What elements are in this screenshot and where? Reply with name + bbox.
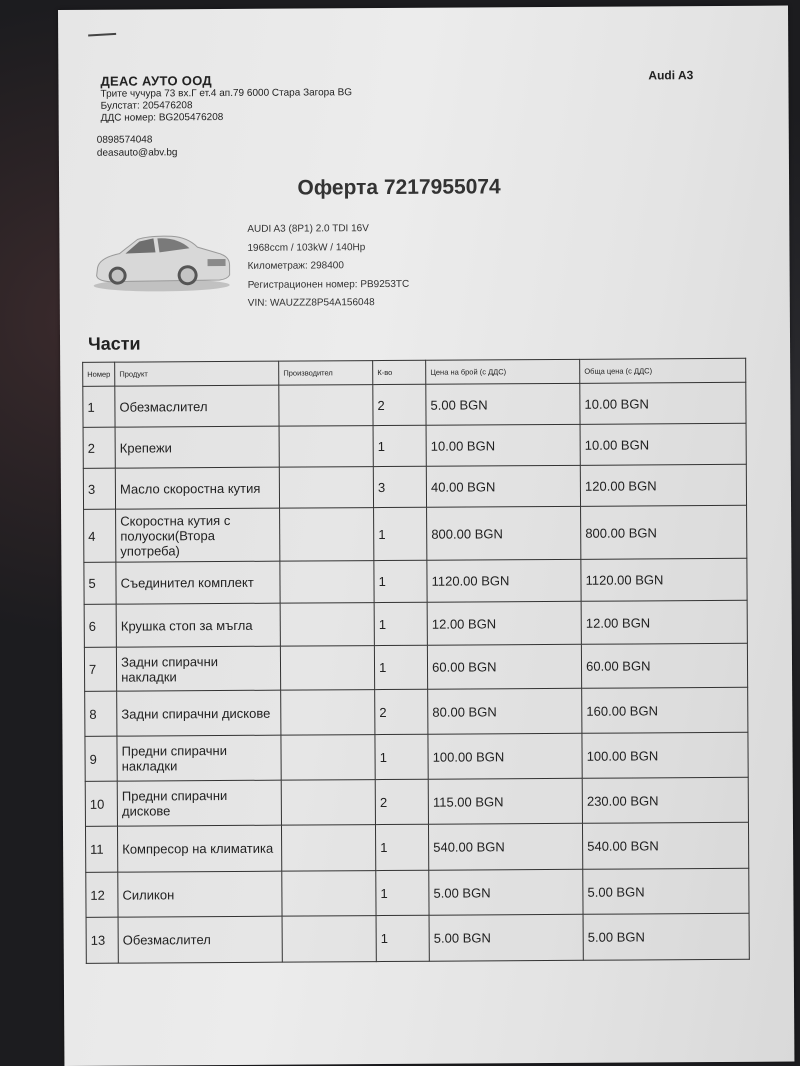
row-num: 12 bbox=[86, 872, 118, 917]
row-qty: 1 bbox=[374, 645, 427, 689]
row-product: Съединител комплект bbox=[116, 561, 280, 604]
row-product: Предни спирачни дискове bbox=[117, 780, 281, 826]
vehicle-model: AUDI A3 (8P1) 2.0 TDI 16V bbox=[247, 223, 369, 235]
table-row bbox=[83, 464, 746, 509]
row-num: 6 bbox=[84, 604, 116, 647]
header-qty: К-во bbox=[373, 360, 426, 384]
vehicle-mileage: Километраж: 298400 bbox=[247, 260, 344, 272]
pen-mark bbox=[88, 33, 116, 37]
header-unit-price: Цена на брой (с ДДС) bbox=[426, 359, 580, 384]
row-total-price: 10.00 BGN bbox=[580, 423, 746, 465]
row-manufacturer bbox=[279, 467, 373, 509]
row-unit-price: 80.00 BGN bbox=[428, 688, 582, 734]
company-vat: ДДС номер: BG205476208 bbox=[100, 111, 224, 124]
model-tag: Audi A3 bbox=[648, 68, 694, 83]
table-row bbox=[84, 505, 747, 562]
row-num: 10 bbox=[85, 781, 117, 826]
row-num: 5 bbox=[84, 562, 116, 604]
row-manufacturer bbox=[280, 603, 374, 647]
row-num: 7 bbox=[84, 647, 116, 691]
row-total-price: 540.00 BGN bbox=[583, 822, 749, 869]
row-manufacturer bbox=[281, 735, 375, 781]
row-unit-price: 60.00 BGN bbox=[427, 644, 581, 689]
table-row bbox=[85, 732, 748, 781]
row-manufacturer bbox=[282, 825, 376, 872]
parts-section-title: Части bbox=[87, 333, 141, 354]
row-qty: 1 bbox=[376, 870, 429, 915]
header-manufacturer: Производител bbox=[279, 361, 373, 386]
row-product: Крушка стоп за мъгла bbox=[116, 603, 280, 647]
vehicle-engine: 1968ccm / 103kW / 140Hp bbox=[247, 241, 366, 254]
row-qty: 1 bbox=[374, 560, 427, 602]
parts-table bbox=[82, 358, 750, 964]
company-info bbox=[100, 72, 352, 125]
row-unit-price: 12.00 BGN bbox=[427, 601, 581, 645]
row-product: Компресор на климатика bbox=[118, 825, 282, 872]
table-row bbox=[85, 822, 748, 872]
row-total-price: 120.00 BGN bbox=[580, 464, 746, 506]
row-qty: 1 bbox=[375, 734, 428, 779]
row-unit-price: 115.00 BGN bbox=[428, 778, 582, 824]
row-product: Масло скоростна кутия bbox=[115, 467, 279, 509]
row-qty: 2 bbox=[373, 384, 426, 425]
row-product: Предни спирачни накладки bbox=[117, 735, 281, 781]
row-num: 1 bbox=[83, 386, 115, 427]
row-manufacturer bbox=[282, 871, 376, 917]
row-product: Задни спирачни накладки bbox=[116, 646, 280, 691]
car-photo bbox=[89, 227, 234, 294]
row-total-price: 160.00 BGN bbox=[582, 687, 748, 733]
table-row bbox=[83, 423, 746, 468]
table-row bbox=[84, 558, 747, 604]
row-unit-price: 1120.00 BGN bbox=[427, 559, 581, 602]
row-qty: 2 bbox=[375, 689, 428, 734]
row-total-price: 800.00 BGN bbox=[581, 505, 747, 559]
company-address: Трите чучура 73 вх.Г ет.4 ап.79 6000 Стара Загора BG bbox=[100, 87, 353, 100]
row-num: 3 bbox=[83, 468, 115, 509]
table-row bbox=[85, 777, 748, 826]
row-product: Обезмаслител bbox=[118, 916, 282, 963]
row-unit-price: 540.00 BGN bbox=[429, 823, 583, 870]
row-total-price: 5.00 BGN bbox=[583, 868, 749, 914]
row-product: Обезмаслител bbox=[115, 385, 279, 427]
offer-document bbox=[58, 6, 794, 1066]
row-total-price: 10.00 BGN bbox=[580, 382, 746, 424]
row-total-price: 1120.00 BGN bbox=[581, 558, 747, 601]
row-unit-price: 5.00 BGN bbox=[429, 869, 583, 915]
row-unit-price: 40.00 BGN bbox=[426, 465, 580, 507]
row-qty: 1 bbox=[376, 824, 429, 870]
row-qty: 1 bbox=[373, 425, 426, 466]
header-num: Номер bbox=[83, 362, 115, 386]
row-qty: 1 bbox=[376, 915, 429, 961]
company-contact bbox=[97, 133, 178, 159]
company-phone: 0898574048 bbox=[96, 134, 153, 146]
row-qty: 1 bbox=[374, 602, 427, 645]
row-manufacturer bbox=[280, 561, 374, 604]
row-num: 8 bbox=[85, 691, 117, 736]
vehicle-registration: Регистрационен номер: PB9253TC bbox=[247, 278, 410, 291]
row-qty: 1 bbox=[374, 507, 427, 560]
company-name: ДЕАС АУТО ООД bbox=[100, 73, 213, 89]
row-manufacturer bbox=[281, 780, 375, 826]
header-total-price: Обща цена (с ДДС) bbox=[580, 358, 746, 383]
row-manufacturer bbox=[281, 690, 375, 736]
table-row bbox=[83, 382, 746, 427]
row-manufacturer bbox=[282, 916, 376, 963]
table-row bbox=[84, 643, 747, 691]
company-email: deasauto@abv.bg bbox=[96, 147, 178, 159]
table-row bbox=[86, 868, 749, 917]
row-product: Задни спирачни дискове bbox=[117, 690, 281, 736]
row-unit-price: 5.00 BGN bbox=[426, 383, 580, 425]
row-total-price: 60.00 BGN bbox=[581, 643, 747, 688]
row-unit-price: 10.00 BGN bbox=[426, 424, 580, 466]
vehicle-vin: VIN: WAUZZZ8P54A156048 bbox=[247, 297, 375, 309]
row-total-price: 12.00 BGN bbox=[581, 600, 747, 644]
row-num: 4 bbox=[84, 509, 116, 562]
header-product: Продукт bbox=[115, 361, 279, 386]
row-product: Силикон bbox=[118, 871, 282, 917]
row-manufacturer bbox=[279, 385, 373, 427]
row-num: 2 bbox=[83, 427, 115, 468]
row-unit-price: 100.00 BGN bbox=[428, 733, 582, 779]
table-row bbox=[84, 600, 747, 647]
row-num: 13 bbox=[86, 917, 118, 963]
table-row bbox=[86, 913, 749, 963]
row-manufacturer bbox=[280, 646, 374, 691]
row-product: Скоростна кутия с полуоски(Втора употреба) bbox=[116, 508, 280, 562]
row-total-price: 230.00 BGN bbox=[582, 777, 748, 823]
row-num: 9 bbox=[85, 736, 117, 781]
row-unit-price: 5.00 BGN bbox=[429, 914, 583, 961]
table-row bbox=[85, 687, 748, 736]
row-manufacturer bbox=[279, 426, 373, 468]
row-total-price: 100.00 BGN bbox=[582, 732, 748, 778]
vehicle-info bbox=[247, 220, 409, 313]
row-num: 11 bbox=[85, 826, 117, 872]
row-qty: 3 bbox=[373, 466, 426, 507]
row-unit-price: 800.00 BGN bbox=[427, 506, 581, 560]
row-total-price: 5.00 BGN bbox=[583, 913, 749, 960]
row-product: Крепежи bbox=[115, 426, 279, 468]
offer-title: Оферта 7217955074 bbox=[297, 175, 501, 200]
row-qty: 2 bbox=[375, 779, 428, 824]
row-manufacturer bbox=[280, 508, 374, 562]
company-bulstat: Булстат: 205476208 bbox=[100, 100, 193, 112]
